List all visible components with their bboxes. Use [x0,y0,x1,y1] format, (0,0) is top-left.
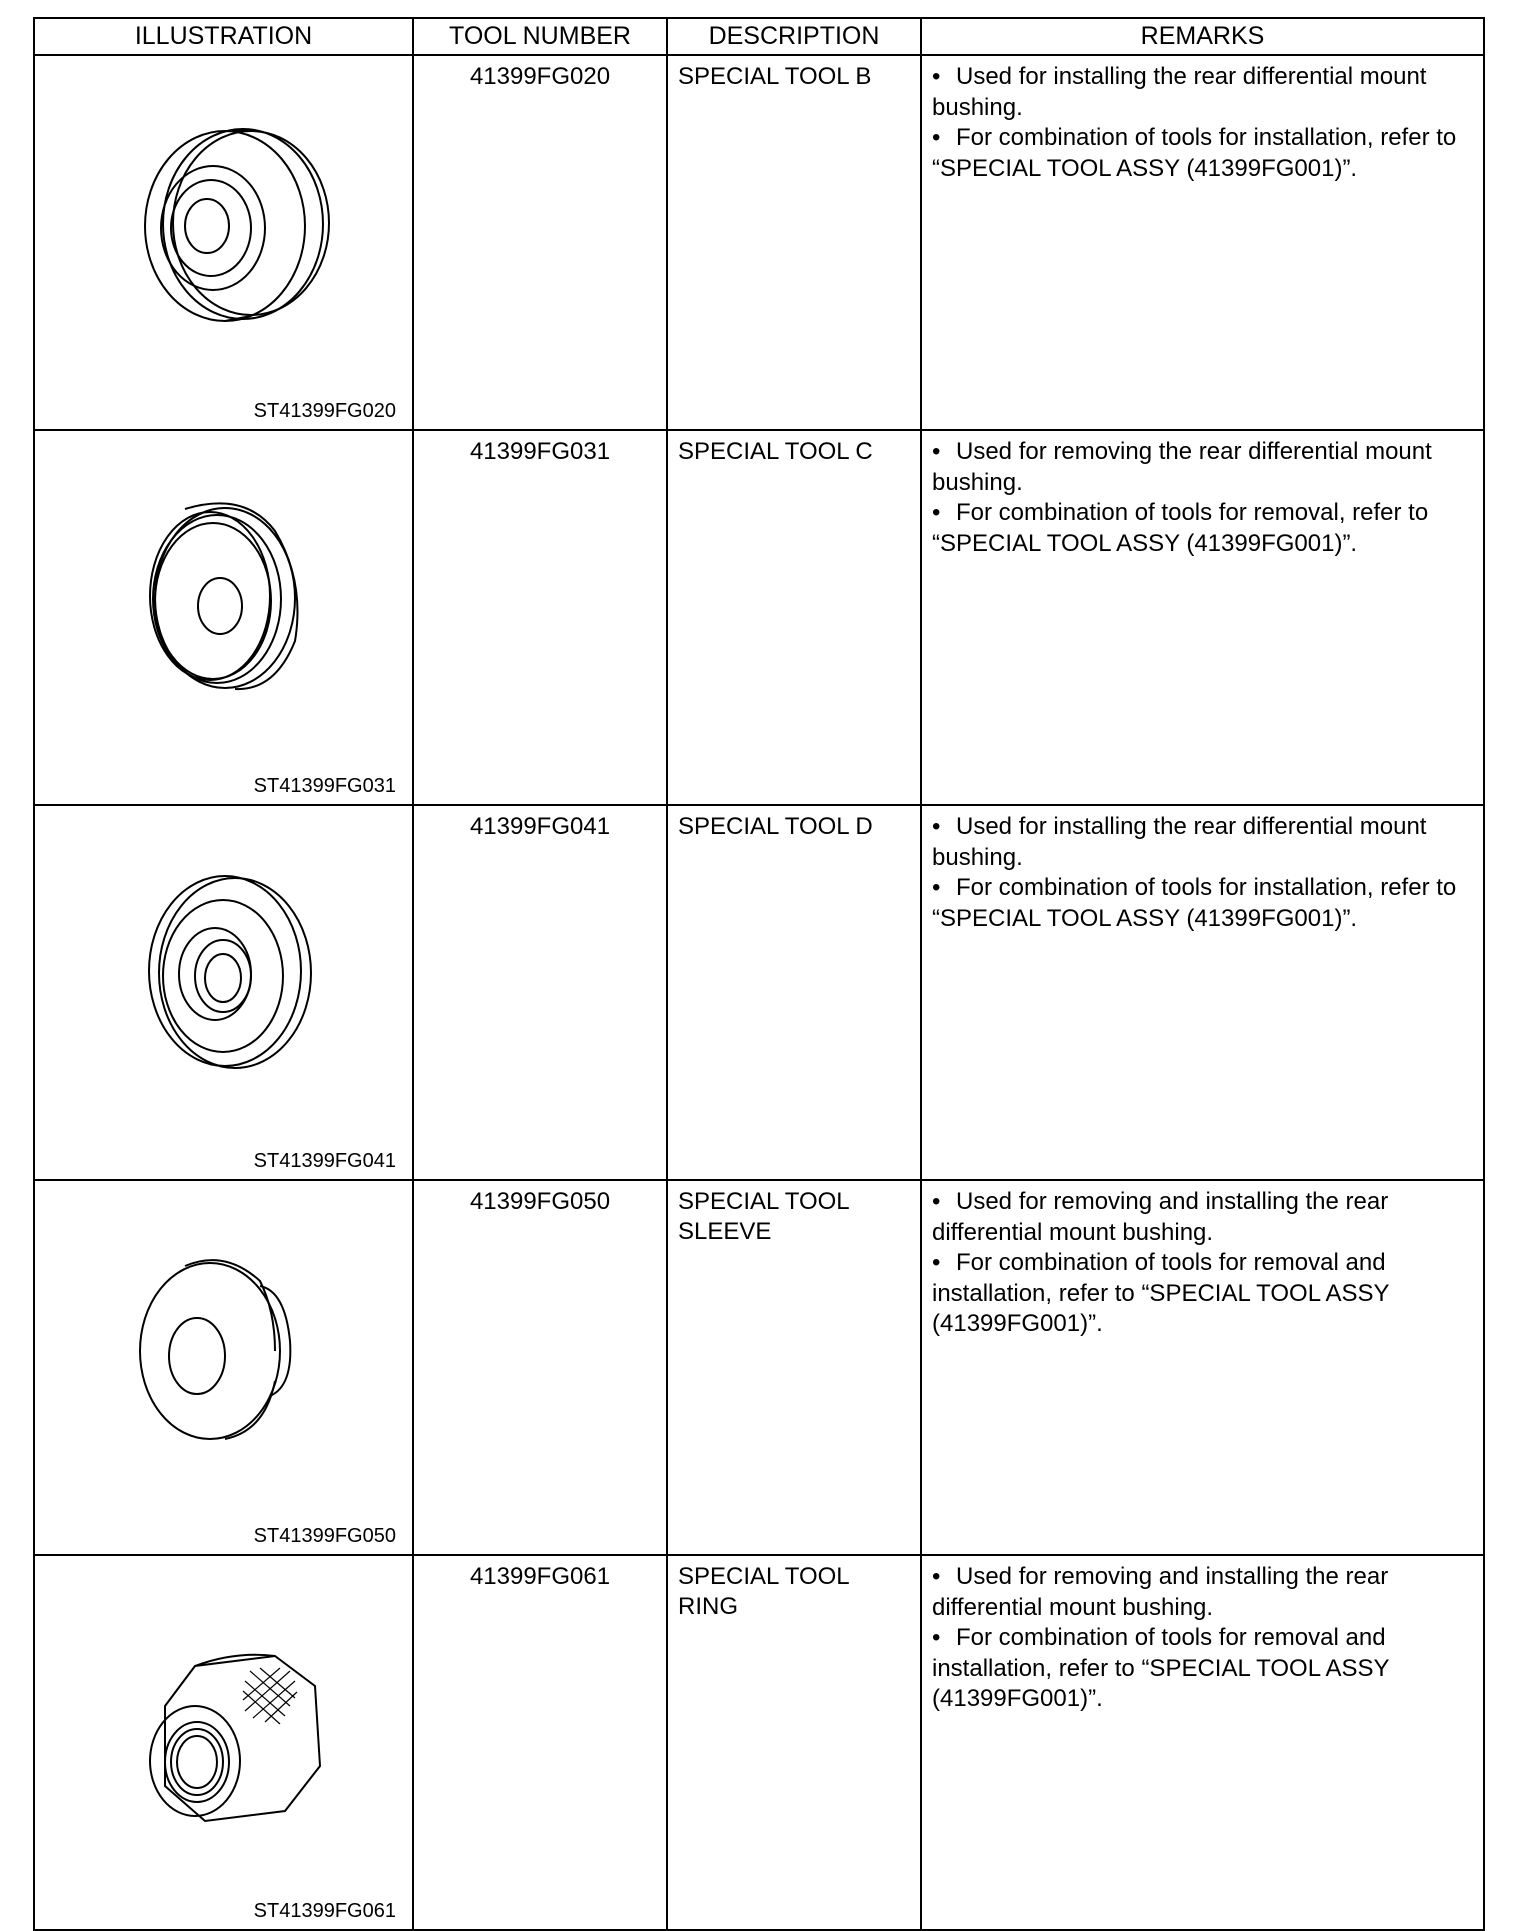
remarks [921,1180,1484,1555]
illustration-cell [34,1555,413,1930]
header-tool-number: TOOL NUMBER [413,18,667,55]
tool-description: SPECIAL TOOL C [667,430,921,805]
illustration-code: ST41399FG031 [253,775,396,797]
remark-item: • Used for removing and installing the rear differential mount bushing. [932,1188,1389,1246]
bullet-icon: • [932,874,941,901]
table-row [34,1180,1484,1555]
table-row [34,430,1484,805]
special-tools-table [33,17,1485,1931]
illustration-cell [34,430,413,805]
header-illustration: ILLUSTRATION [34,18,413,55]
cup-remover-icon [125,471,345,731]
table-row [34,805,1484,1180]
illustration-code: ST41399FG061 [253,1900,396,1922]
remark-item: • Used for installing the rear differential mount bushing. [932,63,1427,121]
header-row [34,18,1484,55]
disc-installer-icon [125,846,345,1106]
remark-item: • For combination of tools for installation, refer to “SPECIAL TOOL ASSY (41399FG001)”. [932,874,1457,932]
illustration-code: ST41399FG041 [253,1150,396,1172]
tool-number: 41399FG041 [413,805,667,1180]
bullet-icon: • [932,63,941,90]
remarks [921,55,1484,430]
illustration-cell [34,55,413,430]
illustration-cell [34,1180,413,1555]
bullet-icon: • [932,438,941,465]
knurled-threaded-ring-icon [125,1596,345,1856]
tool-description: SPECIAL TOOL D [667,805,921,1180]
header-remarks: REMARKS [921,18,1484,55]
remarks [921,805,1484,1180]
header-description: DESCRIPTION [667,18,921,55]
table-row [34,55,1484,430]
remark-item: • Used for removing and installing the rear differential mount bushing. [932,1563,1389,1621]
tool-description: SPECIAL TOOL RING [667,1555,921,1930]
illustration-code: ST41399FG050 [253,1525,396,1547]
flanged-bushing-installer-icon [125,96,345,356]
sleeve-icon [125,1221,345,1481]
bullet-icon: • [932,1563,941,1590]
illustration-code: ST41399FG020 [253,400,396,422]
tool-description: SPECIAL TOOL SLEEVE [667,1180,921,1555]
remark-item: • Used for removing the rear differential mount bushing. [932,438,1432,496]
bullet-icon: • [932,1249,941,1276]
remark-item: • Used for installing the rear differential mount bushing. [932,813,1427,871]
remarks [921,1555,1484,1930]
tool-number: 41399FG050 [413,1180,667,1555]
remark-item: • For combination of tools for removal and installation, refer to “SPECIAL TOOL ASSY (41399FG001)”. [932,1624,1390,1712]
illustration-cell [34,805,413,1180]
tool-number: 41399FG061 [413,1555,667,1930]
bullet-icon: • [932,1188,941,1215]
bullet-icon: • [932,813,941,840]
bullet-icon: • [932,499,941,526]
bullet-icon: • [932,1624,941,1651]
tool-number: 41399FG031 [413,430,667,805]
remark-item: • For combination of tools for installation, refer to “SPECIAL TOOL ASSY (41399FG001)”. [932,124,1457,182]
table-row [34,1555,1484,1930]
remark-item: • For combination of tools for removal and installation, refer to “SPECIAL TOOL ASSY (41399FG001)”. [932,1249,1390,1337]
remark-item: • For combination of tools for removal, refer to “SPECIAL TOOL ASSY (41399FG001)”. [932,499,1429,557]
tool-description: SPECIAL TOOL B [667,55,921,430]
remarks [921,430,1484,805]
bullet-icon: • [932,124,941,151]
tool-number: 41399FG020 [413,55,667,430]
